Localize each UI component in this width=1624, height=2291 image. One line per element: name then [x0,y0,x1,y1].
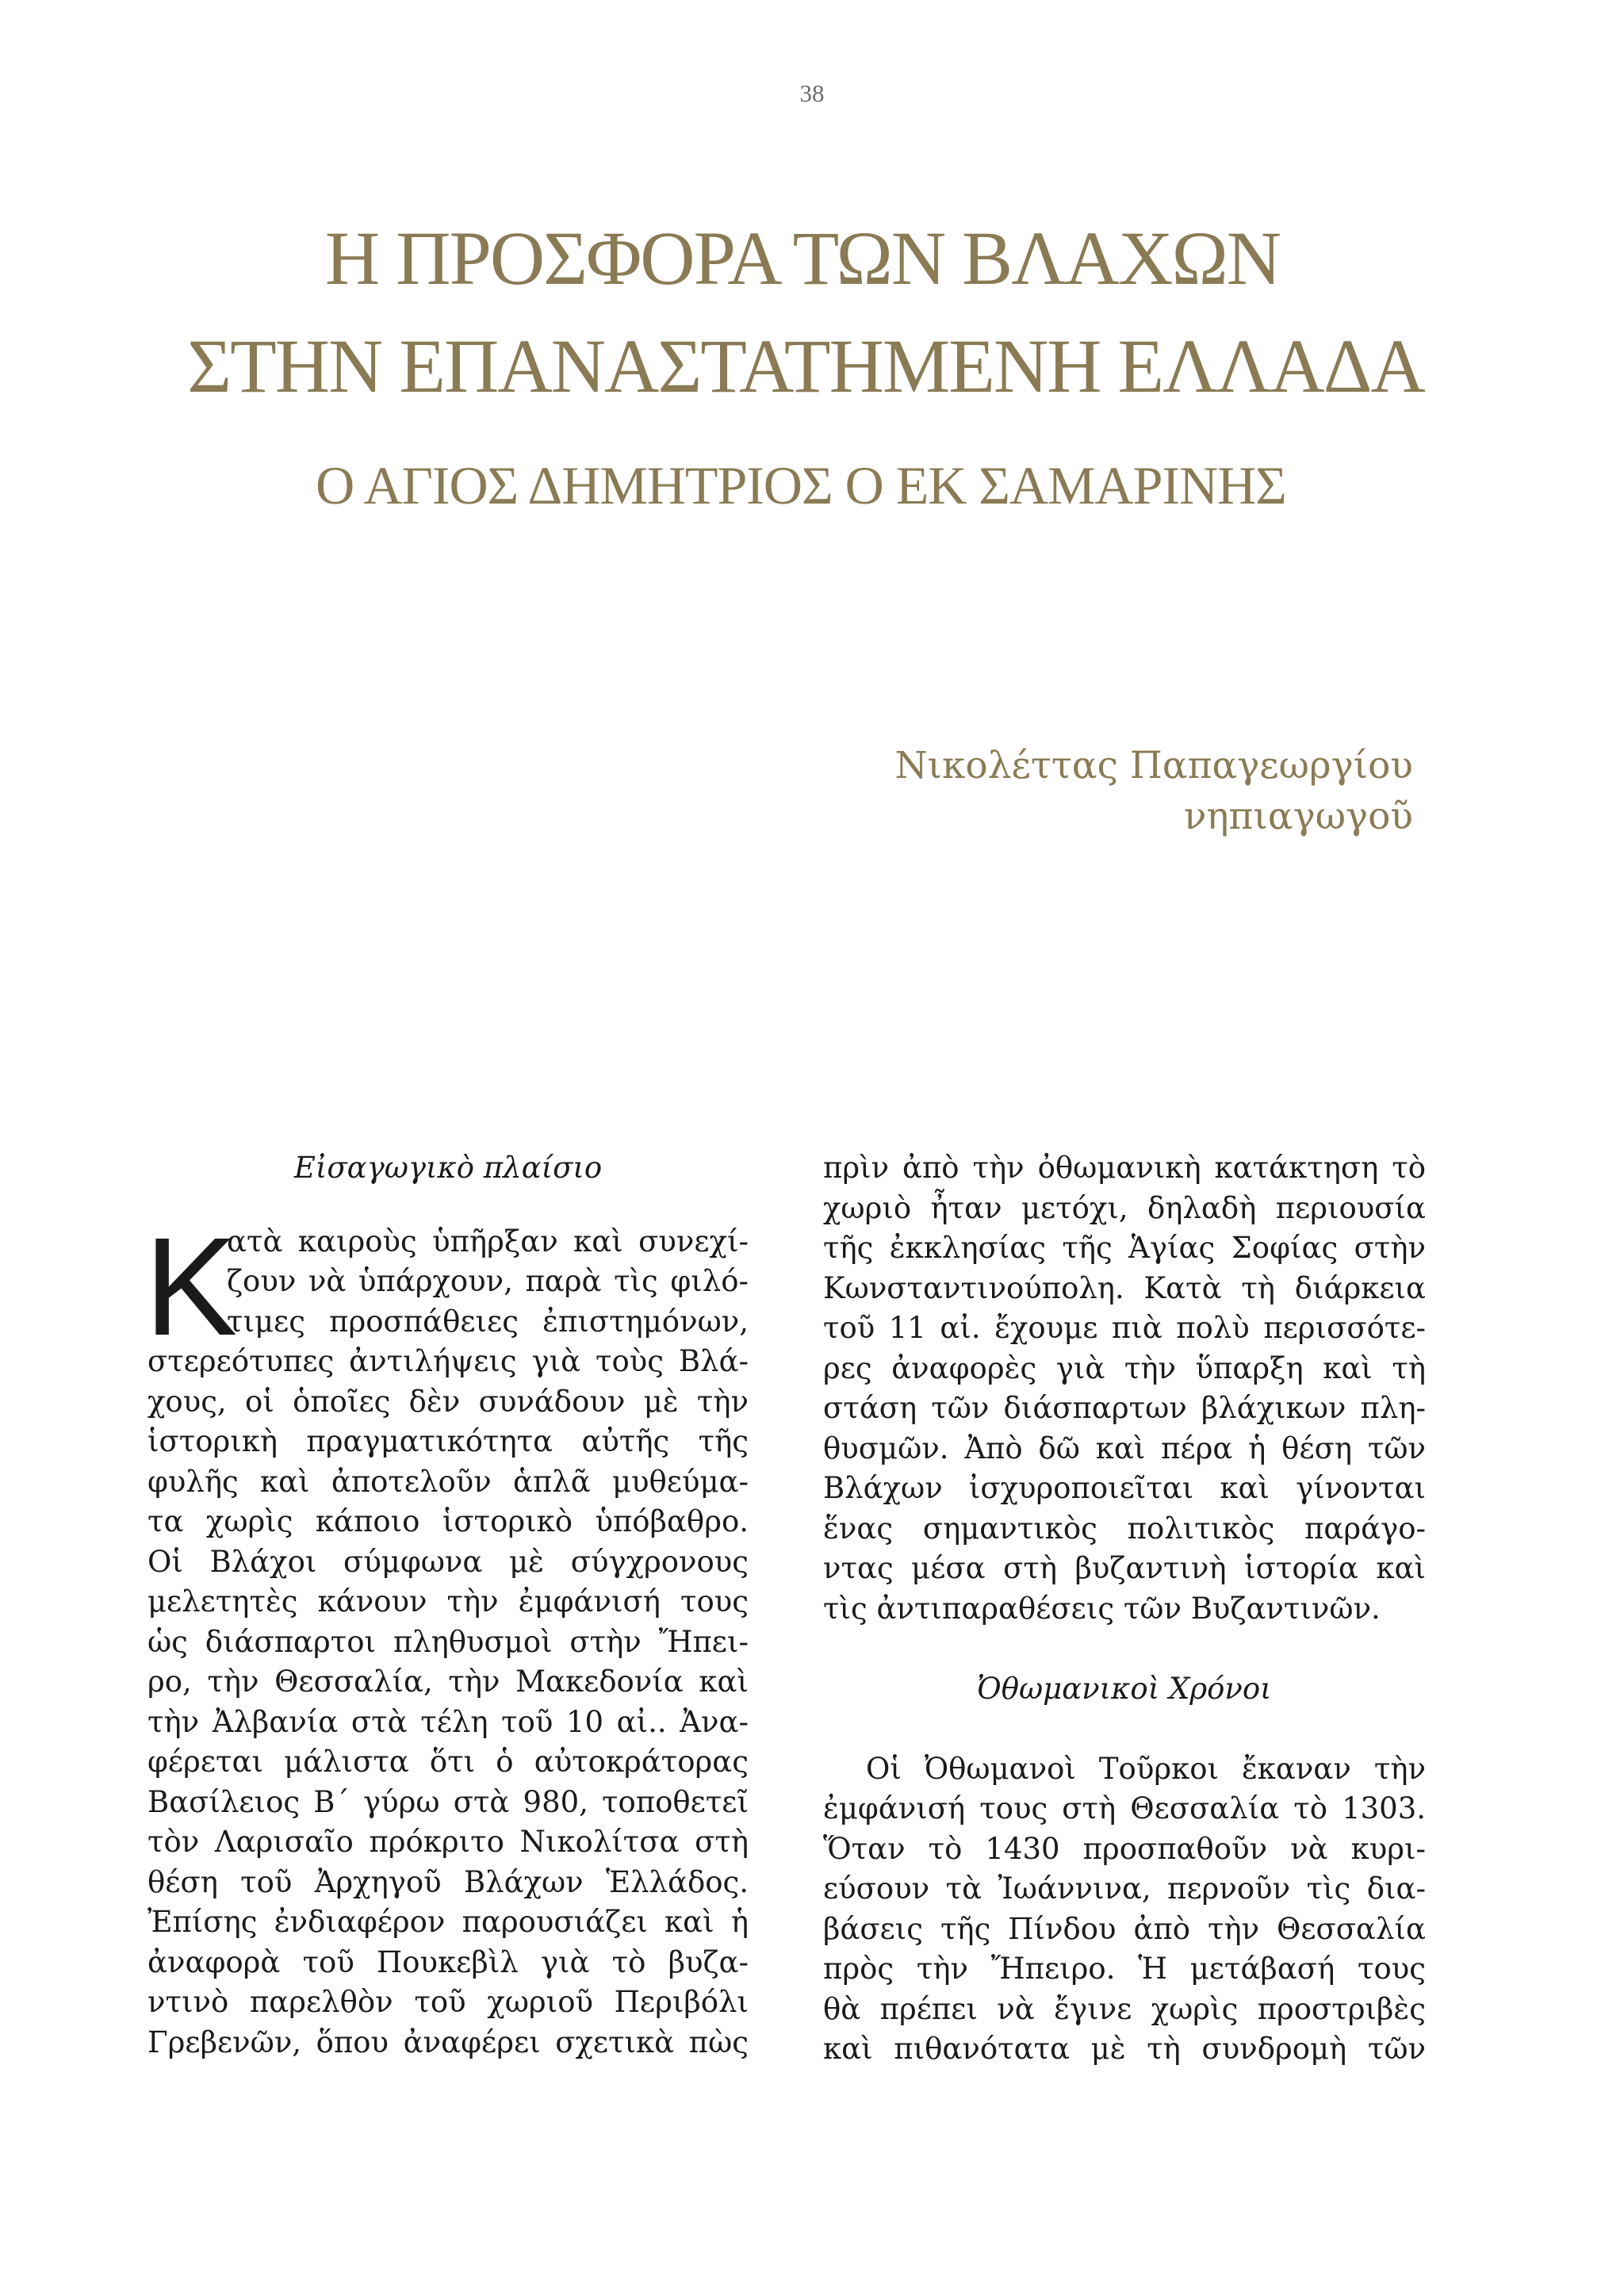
text-line: θέση τοῦ Ἀρχηγοῦ Βλάχων Ἑλλάδος. [147,1864,749,1899]
text-line: ὡς διάσπαρτοι πληθυσμοὶ στὴν Ἤπει- [147,1624,749,1659]
text-line: πρὸς τὴν Ἤπειρο. Ἡ μετάβασή τους [823,1952,1426,1986]
text-line: μελετητὲς κάνουν τὴν ἐμφάνισή τους [147,1584,749,1619]
left-column [144,1148,749,2063]
text-line: εύσουν τὰ Ἰωάννινα, περνοῦν τὶς δια- [823,1871,1426,1906]
section-heading-introduction: Εἰσαγωγικὸ πλαίσιο [293,1151,603,1185]
text-line: τῆς ἐκκλησίας τῆς Ἁγίας Σοφίας στὴν [823,1231,1426,1265]
text-line: τὸν Λαρισαῖο πρόκριτο Νικολίτσα στὴ [147,1825,749,1859]
text-line: ρο, τὴν Θεσσαλία, τὴν Μακεδονία καὶ [147,1665,749,1699]
author-name: Νικολέττας Παπαγεωργίου [894,744,1413,787]
text-line: ντας μέσα στὴ βυζαντινὴ ἱστορία καὶ [823,1551,1426,1585]
text-line: στερεότυπες ἀντιλήψεις γιὰ τοὺς Βλά- [147,1344,749,1378]
text-line: Βασίλειος Β΄ γύρω στὰ 980, τοποθετεῖ [147,1784,749,1819]
page-number: 38 [799,79,825,107]
text-line: ντινὸ παρελθὸν τοῦ χωριοῦ Περιβόλι [147,1985,749,2019]
text-line: τιμες προσπάθειες ἐπιστημόνων, [227,1304,749,1339]
article-title-line-2: ΣΤΗΝ ΕΠΑΝΑΣΤΑΤΗΜΕΝΗ ΕΛΛΑΔΑ [187,324,1424,408]
right-column [823,1148,1426,2070]
text-line: καὶ πιθανότατα μὲ τὴ συνδρομὴ τῶν [823,2032,1426,2066]
text-line: ἱστορικὴ πραγματικότητα αὐτῆς τῆς [147,1424,749,1458]
text-line: θυσμῶν. Ἀπὸ δῶ καὶ πέρα ἡ θέση τῶν [823,1431,1426,1465]
text-line: τὴν Ἀλβανία στὰ τέλη τοῦ 10 αἰ.. Ἀνα- [147,1704,749,1739]
text-line: τα χωρὶς κάποιο ἱστορικὸ ὑπόβαθρο. [147,1504,749,1538]
text-line: Οἱ Βλάχοι σύμφωνα μὲ σύγχρονους [147,1544,749,1579]
dropcap-letter: Κ [144,1209,238,1365]
text-line: Ὅταν τὸ 1430 προσπαθοῦν νὰ κυρι- [823,1831,1426,1866]
text-line: θὰ πρέπει νὰ ἔγινε χωρὶς προστριβὲς [823,1991,1426,2026]
text-line: Βλάχων ἰσχυροποιεῖται καὶ γίνονται [823,1471,1426,1505]
article-title-line-1: Η ΠΡΟΣΦΟΡΑ ΤΩΝ ΒΛΑΧΩΝ [324,216,1281,301]
text-line: ἐμφάνισή τους στὴ Θεσσαλία τὸ 1303. [823,1791,1426,1826]
text-line: φέρεται μάλιστα ὅτι ὁ αὐτοκράτορας [147,1745,749,1779]
article-subtitle: Ο ΑΓΙΟΣ ΔΗΜΗΤΡΙΟΣ Ο ΕΚ ΣΑΜΑΡΙΝΗΣ [316,455,1286,515]
text-line: πρὶν ἀπὸ τὴν ὀθωμανικὴ κατάκτηση τὸ [823,1151,1426,1185]
text-line: χωριὸ ἦταν μετόχι, δηλαδὴ περιουσία [823,1190,1426,1225]
text-line: στάση τῶν διάσπαρτων βλάχικων πλη- [823,1391,1426,1425]
text-line: ατὰ καιροὺς ὑπῆρξαν καὶ συνεχί- [227,1224,749,1259]
text-line: τὶς ἀντιπαραθέσεις τῶν Βυζαντινῶν. [823,1591,1381,1626]
text-line: Οἱ Ὀθωμανοὶ Τοῦρκοι ἔκαναν τὴν [866,1751,1426,1786]
text-line: βάσεις τῆς Πίνδου ἀπὸ τὴν Θεσσαλία [823,1911,1426,1946]
text-line: Γρεβενῶν, ὅπου ἀναφέρει σχετικὰ πὼς [147,2025,749,2059]
text-line: χους, οἱ ὁποῖες δὲν συνάδουν μὲ τὴν [147,1384,749,1419]
text-line: Κωνσταντινούπολη. Κατὰ τὴ διάρκεια [823,1270,1426,1305]
text-line: ζουν νὰ ὑπάρχουν, παρὰ τὶς φιλό- [227,1264,749,1298]
text-line: Ἐπίσης ἐνδιαφέρον παρουσιάζει καὶ ἡ [147,1905,749,1939]
text-line: τοῦ 11 αἰ. ἔχουμε πιὰ πολὺ περισσότε- [823,1311,1426,1345]
text-line: ἕνας σημαντικὸς πολιτικὸς παράγο- [823,1511,1426,1546]
author-role: νηπιαγωγοῦ [1183,795,1413,838]
section-heading-ottoman-years: Ὀθωμανικοὶ Χρόνοι [977,1671,1272,1706]
text-line: φυλῆς καὶ ἀποτελοῦν ἁπλᾶ μυθεύμα- [147,1464,749,1499]
dropcap-paragraph [144,1209,749,2063]
author-block [894,741,1413,842]
text-line: ἀναφορὰ τοῦ Πουκεβὶλ γιὰ τὸ βυζα- [147,1944,749,1979]
text-line: ρες ἀναφορὲς γιὰ τὴν ὕπαρξη καὶ τὴ [823,1350,1426,1385]
